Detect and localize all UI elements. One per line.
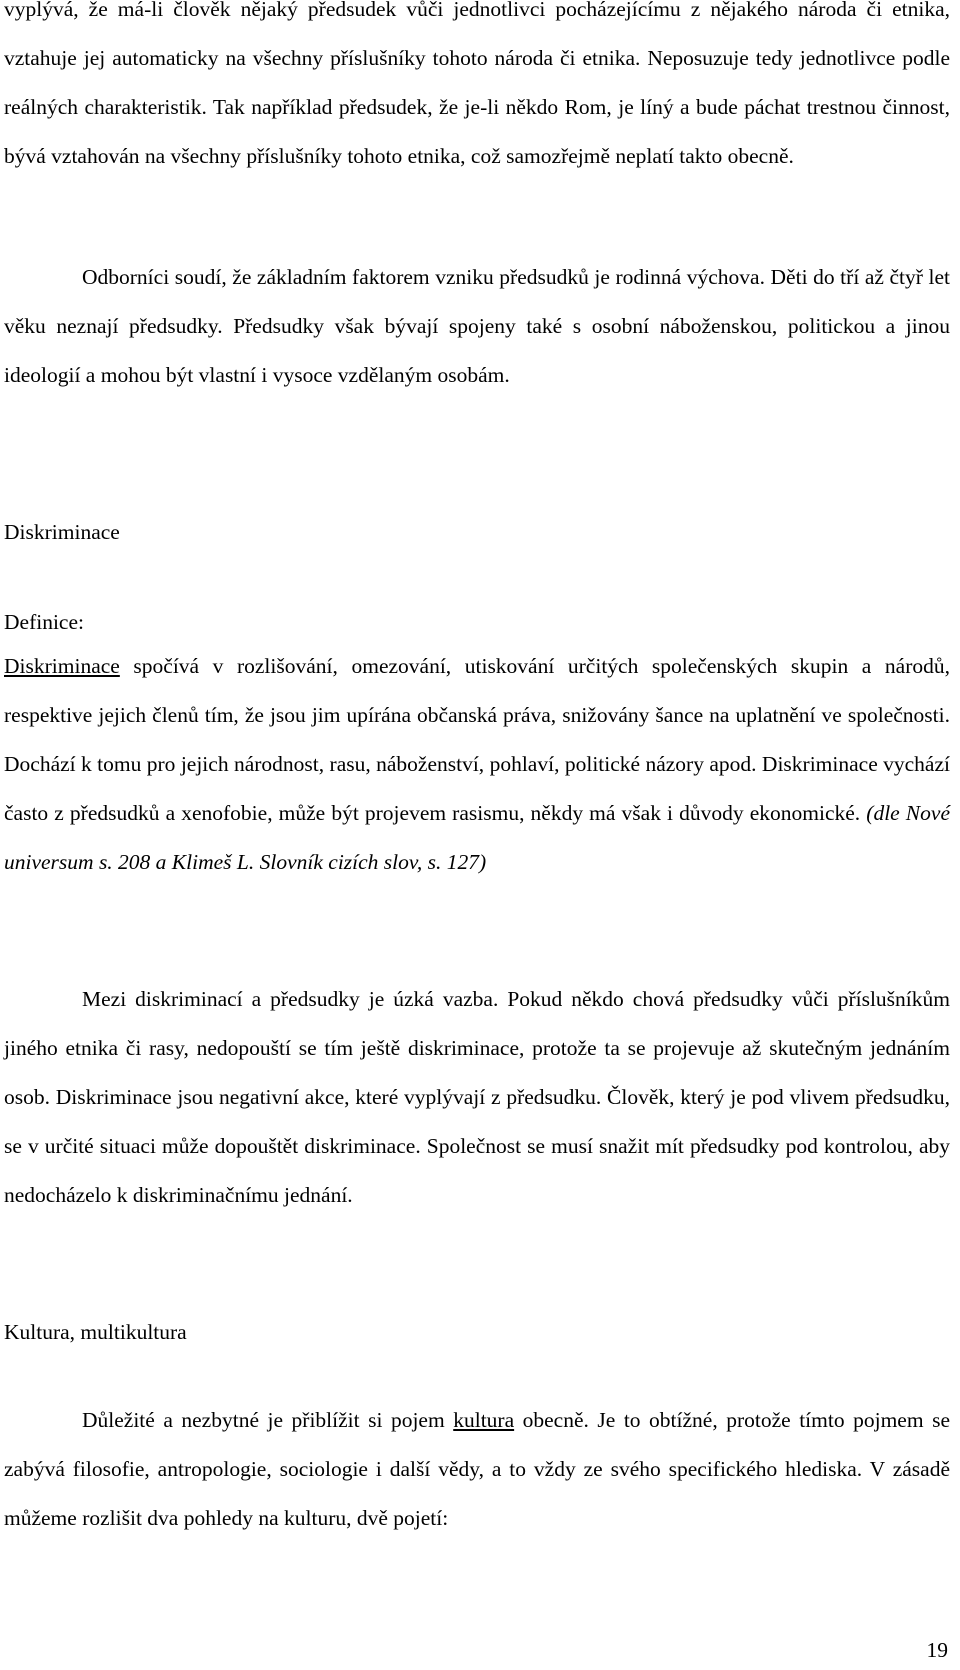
definition-body: spočívá v rozlišování, omezování, utiskování určitých společenských skupin a národů, respektive jejich členů tím, že jsou jim upírána občanská práva, snižovány šance na uplatnění ve společnosti. Dochází k tomu pro jejich národnost, rasu, náboženství, pohlaví, politické názory apod. Diskriminace vychází často z předsudků a xenofobie, může být projevem rasismu, někdy má však i důvody ekonomické.	[4, 654, 950, 825]
paragraph-discrimination-prejudice-link: Mezi diskriminací a předsudky je úzká vazba. Pokud někdo chová předsudky vůči příslušníkům jiného etnika či rasy, nedopouští se tím ještě diskriminace, protože ta se projevuje až skutečným jednáním osob. Diskriminace jsou negativní akce, které vyplývají z předsudku. Člověk, který je pod vlivem předsudku, se v určité situaci může dopouštět diskriminace. Společnost se musí snažit mít předsudky pod kontrolou, aby nedocházelo k diskriminačnímu jednání.	[4, 987, 950, 1207]
section-heading-kultura: Kultura, multikultura	[4, 1320, 187, 1344]
paragraph-prejudice-origin: Odborníci soudí, že základním faktorem vzniku předsudků je rodinná výchova. Děti do tří až čtyř let věku neznají předsudky. Předsudky však bývají spojeny také s osobní náboženskou, politickou a jinou ideologií a mohou být vlastní i vysoce vzdělaným osobám.	[4, 265, 950, 387]
paragraph-prejudice-generalization: vyplývá, že má-li člověk nějaký předsudek vůči jednotlivci pocházejícímu z nějakého národa či etnika, vztahuje jej automaticky na všechny příslušníky tohoto národa či etnika. Neposuzuje tedy jednotlivce podle reálných charakteristik. Tak například předsudek, že je-li někdo Rom, je líný a bude páchat trestnou činnost, bývá vztahován na všechny příslušníky tohoto etnika, což samozřejmě neplatí takto obecně.	[4, 0, 950, 168]
section-heading-diskriminace: Diskriminace	[4, 520, 120, 544]
culture-rest: obecně. Je to obtížné, protože tímto pojmem se zabývá filosofie, antropologie, sociologie i další vědy, a to vždy ze svého specifického hlediska. V zásadě můžeme rozlišit dva pohledy na kulturu, dvě pojetí:	[4, 1408, 950, 1530]
definition-label: Definice:	[4, 610, 84, 634]
underlined-term-kultura: kultura	[453, 1408, 515, 1432]
culture-intro: Důležité a nezbytné je přiblížit si pojem	[82, 1408, 454, 1432]
underlined-term-diskriminace: Diskriminace	[4, 654, 120, 678]
page-number: 19	[926, 1638, 948, 1662]
paragraph-culture-concept	[4, 1396, 950, 1543]
paragraph-discrimination-definition	[4, 642, 950, 887]
citation: (dle Nové universum s. 208 a Klimeš L. Slovník cizích slov, s. 127)	[4, 801, 950, 874]
